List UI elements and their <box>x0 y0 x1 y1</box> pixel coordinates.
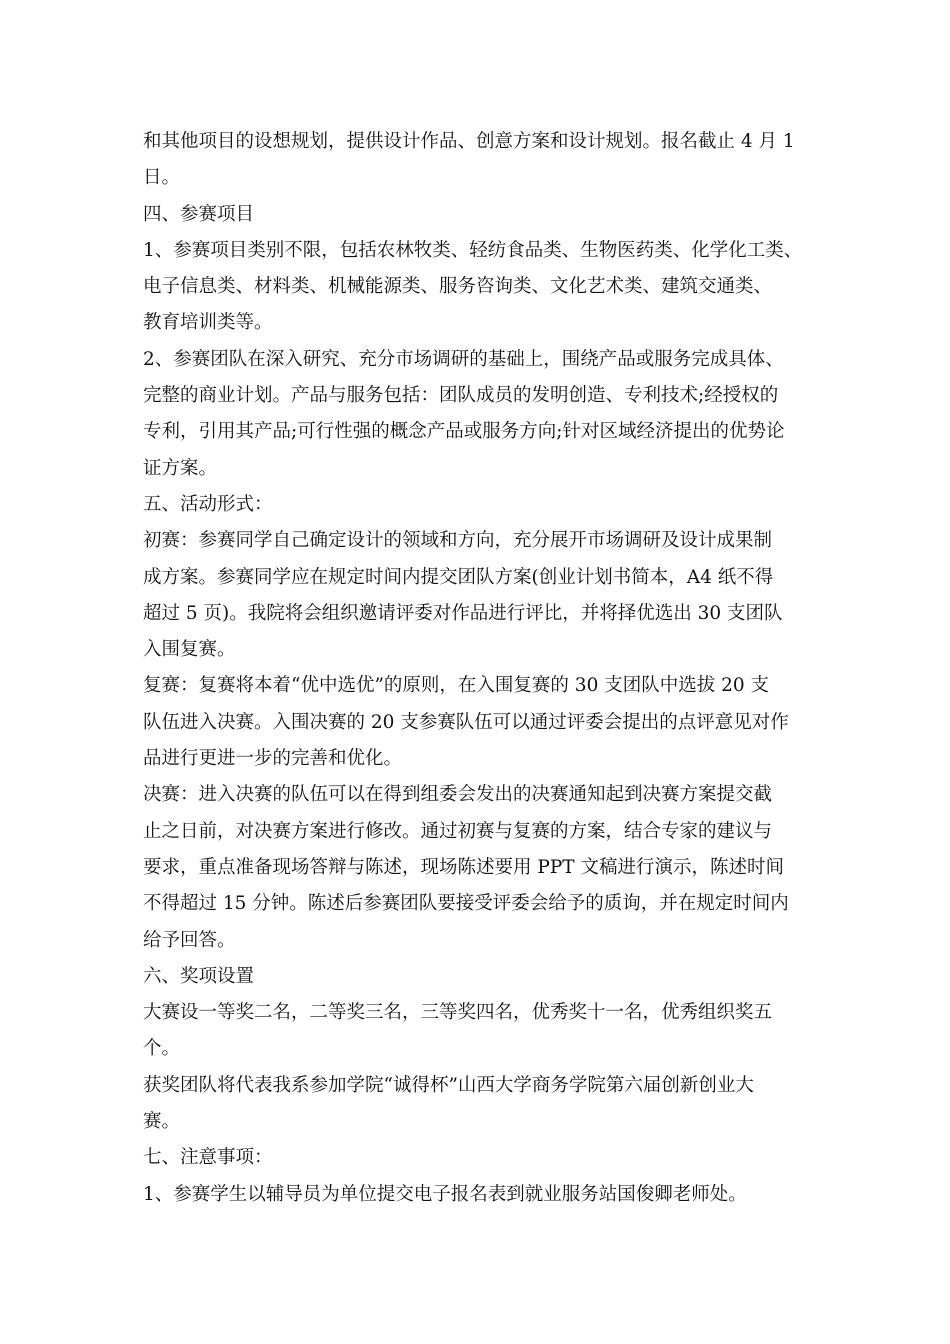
text-line: 赛。 <box>143 1111 181 1133</box>
text-line: 教育培训类等。 <box>143 312 273 334</box>
text-line: 复赛：复赛将本着“优中选优”的原则，在入围复赛的 30 支团队中选拔 20 支 <box>143 675 770 697</box>
text-line: 2、参赛团队在深入研究、充分市场调研的基础上，围绕产品或服务完成具体、 <box>143 348 784 370</box>
text-line: 入围复赛。 <box>143 639 236 661</box>
document-body <box>143 124 823 1213</box>
text-line: 获奖团队将代表我系参加学院“诚得杯”山西大学商务学院第六届创新创业大 <box>143 1074 754 1096</box>
text-line: 超过 5 页)。我院将会组织邀请评委对作品进行评比，并将择优选出 30 支团队 <box>143 602 783 624</box>
text-line: 完整的商业计划。产品与服务包括：团队成员的发明创造、专利技术;经授权的 <box>143 385 779 407</box>
text-line: 品进行更进一步的完善和优化。 <box>143 748 403 770</box>
text-line: 和其他项目的设想规划，提供设计作品、创意方案和设计规划。报名截止 4 月 1 <box>143 131 795 152</box>
text-line: 专利，引用其产品;可行性强的概念产品或服务方向;针对区域经济提出的优势论 <box>143 421 785 443</box>
text-line: 大赛设一等奖二名，二等奖三名，三等奖四名，优秀奖十一名，优秀组织奖五 <box>143 1002 773 1024</box>
section-heading: 四、参赛项目 <box>143 203 255 225</box>
text-line: 1、参赛学生以辅导员为单位提交电子报名表到就业服务站国俊卿老师处。 <box>143 1183 747 1205</box>
text-line: 队伍进入决赛。入围决赛的 20 支参赛队伍可以通过评委会提出的点评意见对作 <box>143 711 789 733</box>
text-line: 决赛：进入决赛的队伍可以在得到组委会发出的决赛通知起到决赛方案提交截 <box>143 784 773 806</box>
text-line: 成方案。参赛同学应在规定时间内提交团队方案(创业计划书简本，A4 纸不得 <box>143 566 774 588</box>
section-heading: 五、活动形式： <box>143 493 273 515</box>
text-line: 初赛：参赛同学自己确定设计的领域和方向，充分展开市场调研及设计成果制 <box>143 530 773 552</box>
text-line: 电子信息类、材料类、机械能源类、服务咨询类、文化艺术类、建筑交通类、 <box>143 276 773 298</box>
text-line: 止之日前，对决赛方案进行修改。通过初赛与复赛的方案，结合专家的建议与 <box>143 820 773 842</box>
text-line: 要求，重点准备现场答辩与陈述，现场陈述要用 PPT 文稿进行演示，陈述时间 <box>143 856 784 878</box>
text-line: 证方案。 <box>143 457 218 479</box>
text-line: 日。 <box>143 167 181 189</box>
section-heading: 六、奖项设置 <box>143 965 255 987</box>
text-line: 给予回答。 <box>143 929 236 951</box>
text-line: 1、参赛项目类别不限，包括农林牧类、轻纺食品类、生物医药类、化学化工类、 <box>143 239 803 261</box>
text-line: 不得超过 15 分钟。陈述后参赛团队要接受评委会给予的质询，并在规定时间内 <box>143 893 789 915</box>
text-line: 个。 <box>143 1038 181 1060</box>
section-heading: 七、注意事项： <box>143 1147 273 1169</box>
